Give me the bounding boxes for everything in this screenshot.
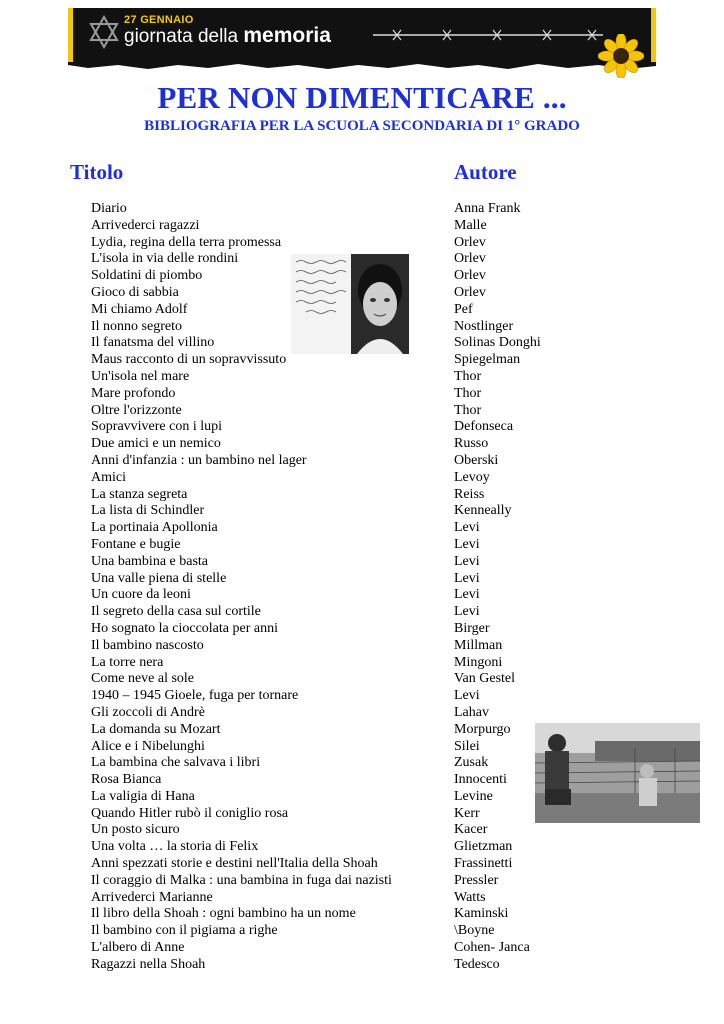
book-title: Anni spezzati storie e destini nell'Italia della Shoah — [91, 856, 378, 872]
book-author: Orlev — [454, 268, 486, 284]
book-author: Millman — [454, 637, 503, 653]
book-title: Soldatini di piombo — [91, 268, 203, 284]
book-title: Anni d'infanzia : un bambino nel lager — [91, 452, 307, 468]
book-row — [0, 940, 724, 957]
book-title: Alice e i Nibelunghi — [91, 738, 205, 754]
book-title: 1940 – 1945 Gioele, fuga per tornare — [91, 688, 299, 704]
page-title: PER NON DIMENTICARE ... — [157, 80, 567, 115]
book-title: Ho sognato la cioccolata per anni — [91, 620, 278, 636]
book-title: Il libro della Shoah : ogni bambino ha un nome — [91, 906, 356, 922]
book-author: Oberski — [454, 452, 499, 468]
book-row — [0, 688, 724, 705]
book-author: Orlev — [454, 234, 486, 250]
book-title: Amici — [91, 469, 126, 485]
book-title: Quando Hitler rubò il coniglio rosa — [91, 805, 289, 821]
book-author: Malle — [454, 217, 487, 233]
book-title: Il segreto della casa sul cortile — [91, 604, 261, 620]
book-author: Levi — [454, 604, 480, 620]
book-row — [0, 638, 724, 655]
book-row — [0, 856, 724, 873]
book-title: Ragazzi nella Shoah — [91, 956, 206, 972]
book-title: Una valle piena di stelle — [91, 570, 227, 586]
book-title: La domanda su Mozart — [91, 721, 221, 737]
book-author: Orlev — [454, 251, 486, 267]
book-row — [0, 822, 724, 839]
book-title: Arrivederci ragazzi — [91, 217, 200, 233]
book-author: Thor — [454, 385, 482, 401]
book-row — [0, 890, 724, 907]
book-author: Kenneally — [454, 503, 512, 519]
book-row — [0, 604, 724, 621]
book-author: Levi — [454, 536, 480, 552]
banner-date: 27 GENNAIO — [124, 14, 194, 26]
book-row — [0, 386, 724, 403]
book-author: Orlev — [454, 284, 486, 300]
book-title: Il fanatsma del villino — [91, 335, 215, 351]
book-author: Innocenti — [454, 772, 507, 788]
book-author: Zusak — [454, 755, 489, 771]
book-row — [0, 537, 724, 554]
book-author: Anna Frank — [454, 201, 521, 216]
banner-title-prefix: giornata della — [124, 26, 239, 47]
book-title: Diario — [91, 201, 127, 216]
book-title: Fontane e bugie — [91, 536, 181, 552]
book-title: Lydia, regina della terra promessa — [91, 234, 282, 250]
book-title: La lista di Schindler — [91, 503, 205, 519]
book-title: La valigia di Hana — [91, 788, 195, 804]
column-header-title: Titolo — [70, 160, 124, 184]
book-author: \Boyne — [454, 923, 495, 939]
book-row — [0, 453, 724, 470]
book-title: L'isola in via delle rondini — [91, 251, 239, 267]
book-author: Levoy — [454, 469, 490, 485]
book-author: Silei — [454, 738, 480, 754]
book-row — [0, 923, 724, 940]
book-author: Mingoni — [454, 654, 503, 670]
book-title: Come neve al sole — [91, 671, 195, 687]
book-author: Pef — [454, 301, 473, 317]
book-title: Un posto sicuro — [91, 822, 180, 838]
book-author: Levi — [454, 570, 480, 586]
book-row — [0, 621, 724, 638]
book-author: Glietzman — [454, 839, 513, 855]
book-author: Reiss — [454, 486, 485, 502]
header-banner — [68, 8, 656, 78]
book-title: Arrivederci Marianne — [91, 889, 213, 905]
book-author: Solinas Donghi — [454, 335, 541, 351]
book-row — [0, 369, 724, 386]
book-author: Russo — [454, 436, 489, 452]
book-author: Frassinetti — [454, 856, 513, 872]
book-row — [0, 470, 724, 487]
book-title: Una bambina e basta — [91, 553, 209, 569]
book-author: Tedesco — [454, 956, 500, 972]
book-author: Thor — [454, 402, 482, 418]
book-title: Un'isola nel mare — [91, 368, 190, 384]
book-title: Sopravvivere con i lupi — [91, 419, 223, 435]
book-author: Pressler — [454, 872, 499, 888]
anne-frank-photo — [291, 254, 409, 354]
book-title: Il coraggio di Malka : una bambina in fuga dai nazisti — [91, 872, 392, 888]
book-title: Gli zoccoli di Andrè — [91, 704, 205, 720]
book-row — [0, 571, 724, 588]
book-author: Morpurgo — [454, 721, 511, 737]
book-row — [0, 201, 724, 218]
book-row — [0, 436, 724, 453]
book-author: Van Gestel — [454, 671, 516, 687]
film-still-photo — [535, 723, 700, 823]
sunflower-icon — [598, 34, 644, 78]
column-header-author: Autore — [454, 160, 517, 184]
book-author: Birger — [454, 620, 490, 636]
book-author: Levi — [454, 688, 480, 704]
book-title: Oltre l'orizzonte — [91, 402, 182, 418]
book-author: Kaminski — [454, 906, 509, 922]
book-row — [0, 554, 724, 571]
book-title: Il bambino nascosto — [91, 637, 204, 653]
banner-title-bold: memoria — [243, 24, 331, 47]
book-author: Levi — [454, 520, 480, 536]
book-title: Un cuore da leoni — [91, 587, 191, 603]
book-author: Thor — [454, 368, 482, 384]
book-row — [0, 520, 724, 537]
book-row — [0, 503, 724, 520]
star-of-david-icon — [87, 15, 121, 49]
book-author: Watts — [454, 889, 486, 905]
banner-title — [124, 24, 331, 48]
book-author: Lahav — [454, 704, 489, 720]
barbed-wire-icon — [373, 28, 603, 42]
book-row — [0, 235, 724, 252]
book-title: Il bambino con il pigiama a righe — [91, 923, 278, 939]
book-title: Mi chiamo Adolf — [91, 301, 188, 317]
book-title: La portinaia Apollonia — [91, 520, 218, 536]
book-row — [0, 403, 724, 420]
book-author: Levi — [454, 587, 480, 603]
book-row — [0, 839, 724, 856]
book-row — [0, 487, 724, 504]
book-author: Cohen- Janca — [454, 940, 530, 956]
book-title: La stanza segreta — [91, 486, 188, 502]
book-row — [0, 873, 724, 890]
book-author: Kerr — [454, 805, 480, 821]
book-row — [0, 671, 724, 688]
banner-dark-panel — [73, 8, 651, 66]
book-row — [0, 218, 724, 235]
book-title: Il nonno segreto — [91, 318, 182, 334]
book-title: Una volta … la storia di Felix — [91, 839, 259, 855]
book-title: Gioco di sabbia — [91, 284, 179, 300]
book-row — [0, 705, 724, 722]
book-row — [0, 587, 724, 604]
book-author: Spiegelman — [454, 352, 521, 368]
book-row — [0, 352, 724, 369]
book-title: La torre nera — [91, 654, 164, 670]
book-title: Rosa Bianca — [91, 772, 162, 788]
book-author: Defonseca — [454, 419, 514, 435]
book-author: Kacer — [454, 822, 488, 838]
book-title: Maus racconto di un sopravvissuto — [91, 352, 287, 368]
book-row — [0, 419, 724, 436]
book-author: Levine — [454, 788, 493, 804]
book-title: La bambina che salvava i libri — [91, 755, 261, 771]
book-title: Mare profondo — [91, 385, 176, 401]
page-subtitle: BIBLIOGRAFIA PER LA SCUOLA SECONDARIA DI 1° GRADO — [144, 118, 580, 134]
book-row — [0, 906, 724, 923]
book-title: Due amici e un nemico — [91, 436, 221, 452]
book-author: Nostlinger — [454, 318, 514, 334]
book-author: Levi — [454, 553, 480, 569]
book-title: L'albero di Anne — [91, 940, 185, 956]
book-row — [0, 957, 724, 974]
book-row — [0, 655, 724, 672]
banner-torn-edge — [68, 62, 656, 78]
